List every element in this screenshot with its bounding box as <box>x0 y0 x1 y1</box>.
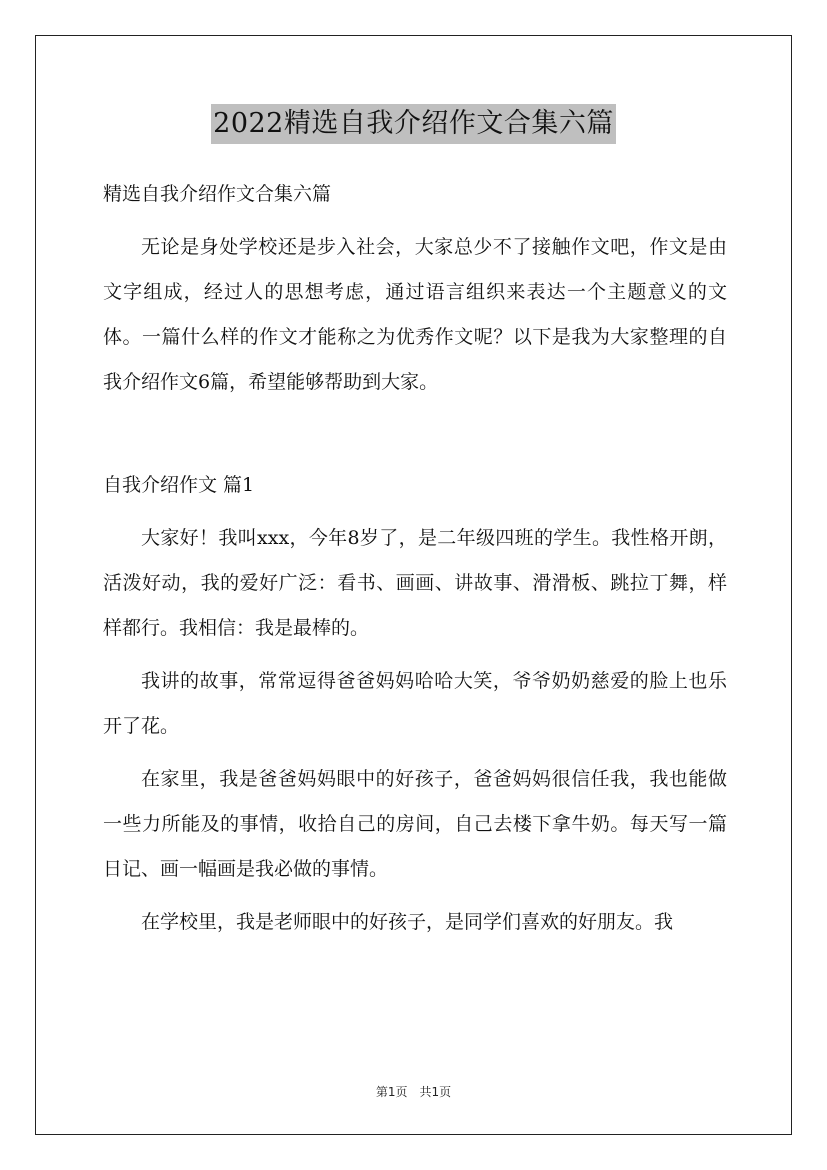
title-container <box>0 104 827 144</box>
body-paragraph: 在家里，我是爸爸妈妈眼中的好孩子，爸爸妈妈很信任我，我也能做一些力所能及的事情，收拾自己的房间，自己去楼下拿牛奶。每天写一篇日记、画一幅画是我必做的事情。 <box>103 768 727 880</box>
body-paragraph: 我讲的故事，常常逗得爸爸妈妈哈哈大笑，爷爷奶奶慈爱的脸上也乐开了花。 <box>103 670 727 737</box>
page-footer <box>0 1083 827 1100</box>
body-paragraph: 大家好！我叫xxx，今年8岁了，是二年级四班的学生。我性格开朗，活泼好动，我的爱好广泛：看书、画画、讲故事、滑滑板、跳拉丁舞，样样都行。我相信：我是最棒的。 <box>103 527 727 639</box>
document-title: 2022精选自我介绍作文合集六篇 <box>211 104 616 144</box>
page-total: 共1页 <box>419 1085 452 1099</box>
document-body <box>103 172 727 953</box>
section-heading: 自我介绍作文 篇1 <box>103 474 255 496</box>
document-subtitle: 精选自我介绍作文合集六篇 <box>103 183 332 205</box>
body-paragraph: 在学校里，我是老师眼中的好孩子，是同学们喜欢的好朋友。我 <box>141 911 674 933</box>
intro-paragraph: 无论是身处学校还是步入社会，大家总少不了接触作文吧，作文是由文字组成，经过人的思想考虑，通过语言组织来表达一个主题意义的文体。一篇什么样的作文才能称之为优秀作文呢？以下是我为大家整理的自我介绍作文6篇，希望能够帮助到大家。 <box>103 236 727 393</box>
page-number: 第1页 <box>375 1085 408 1099</box>
